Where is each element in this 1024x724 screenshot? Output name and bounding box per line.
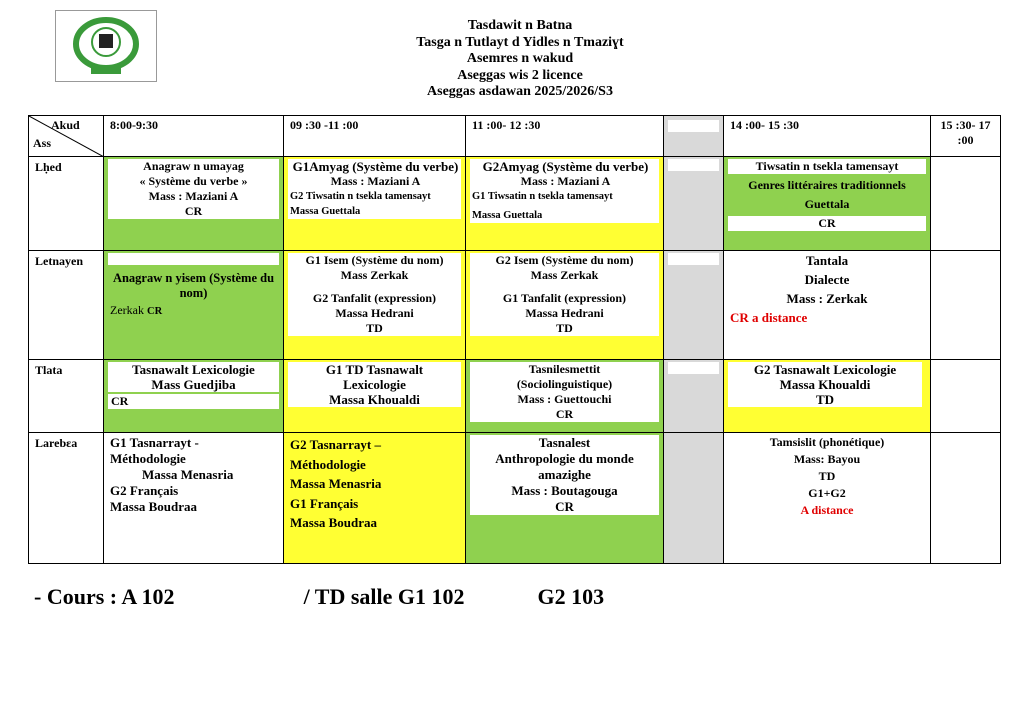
cell-tlata-1 [104,360,284,433]
course-subtitle: Anthropologie du monde amazighe [495,451,634,482]
course-subtitle: Dialecte [804,272,850,287]
course-title: G1Amyag (Système du verbe) [292,159,459,174]
course-title: Tasnawalt Lexicologie [132,362,255,377]
teacher-name-g1: Massa Boudraa [290,515,378,530]
course-title: Anagraw n yisem (Système du nom) [112,271,275,300]
corner-time-label: Akud [51,118,80,132]
time-slot-1: 8:00-9:30 [104,116,284,157]
teacher-name: Mass Zerkak [530,268,599,282]
teacher-name: Mass Zerkak [340,268,409,282]
teacher-name: Mass : Boutagouga [511,483,618,498]
teacher-name: Mass : Maziani A [520,174,611,188]
year-level: Aseggas wis 2 licence [457,67,583,83]
session-type: TD [818,469,836,483]
day-label: Tlata [29,360,104,433]
teacher-name: Mass: Bayou [793,452,861,466]
course-title: Tamsislit (phonétique) [769,435,885,449]
course-title: G2 Isem (Système du nom) [495,253,634,267]
cell-larebea-5 [724,433,931,564]
teacher-name-g2: Massa Menasria [290,476,382,491]
session-type: TD [815,392,835,407]
corner-cell [29,116,104,157]
session-type: CR [184,204,203,218]
break-header [664,116,724,157]
cell-tlata-2 [284,360,466,433]
university-emblem-icon [61,14,151,78]
session-type: CR [555,407,574,421]
session-type: CR [108,394,279,409]
teacher-name: Zerkak [110,303,144,317]
cell-tlata-6 [931,360,1001,433]
course-title: Tantala [805,253,849,268]
teacher-name-g1: Massa Hedrani [525,306,604,320]
cell-larebea-3 [466,433,664,564]
time-slot-5: 14 :00- 15 :30 [724,116,931,157]
session-type: TD [366,321,383,335]
teacher-name-g2: Massa Guettala [290,206,361,217]
time-header-row [29,116,1001,157]
break-tlata [664,360,724,433]
course-title-g1: G1 Tanfalit (expression) [502,291,627,305]
teacher-name: Mass : Guettouchi [517,392,612,406]
course-subtitle: « Système du verbe » [139,174,248,188]
course-title: G2Amyag (Système du verbe) [482,159,649,174]
session-type: CR [728,216,926,231]
course-title-g2: G2 Tanfalit (expression) [312,291,437,305]
td-room-g2: G2 103 [537,584,605,609]
group-label: G1+G2 [808,486,846,500]
cell-lhed-2 [284,157,466,251]
day-row-lhed [29,157,1001,251]
lecture-room: - Cours : A 102 [34,584,175,609]
break-lhed [664,157,724,251]
teacher-name-g2: Massa Hedrani [335,306,414,320]
course-title: Anagraw n umayag [143,159,244,173]
day-label: Lḥed [29,157,104,251]
time-slot-6: 15 :30- 17 :00 [931,116,1001,157]
timetable [28,115,1001,564]
course-title-g2: G2 Tiwsatin n tsekla tamensayt [290,191,431,202]
break-letnayen [664,251,724,360]
time-slot-3: 11 :00- 12 :30 [466,116,664,157]
session-type: TD [556,321,573,335]
teacher-name: Massa Khoualdi [329,392,420,407]
teacher-name-g1: Massa Menasria [142,467,234,482]
day-row-larebea [29,433,1001,564]
course-title-g1: G1 Français [290,495,359,511]
course-title: G1 Isem (Système du nom) [305,253,444,267]
cell-letnayen-5 [724,251,931,360]
delivery-mode: A distance [800,503,854,517]
course-subtitle: (Sociolinguistique) [516,377,613,391]
cell-letnayen-3 [466,251,664,360]
university-name: Tasdawit n Batna [467,18,573,33]
cell-lhed-3 [466,157,664,251]
course-title: Tiwsatin n tsekla tamensayt [728,159,926,174]
cell-letnayen-1 [104,251,284,360]
cell-lhed-5 [724,157,931,251]
cell-larebea-6 [931,433,1001,564]
course-subtitle: Lexicologie [343,377,406,392]
university-logo [55,10,157,82]
cell-letnayen-2 [284,251,466,360]
schedule-title: Asemres n wakud [466,51,574,66]
cell-lhed-6 [931,157,1001,251]
course-title: G2 Tasnawalt Lexicologie [753,362,897,377]
cell-tlata-3 [466,360,664,433]
course-title: G1 TD Tasnawalt [325,362,424,377]
document-header [340,18,700,101]
course-title: Tasnalest [538,435,591,450]
session-type: CR a distance [730,310,808,325]
academic-year: Aseggas asdawan 2025/2026/S3 [427,84,613,99]
teacher-name-g1: Massa Guettala [472,210,543,221]
session-type: CR [555,499,574,514]
course-title-g2: G2 Français [110,483,179,498]
teacher-name: Mass : Maziani A [148,189,239,203]
break-box [668,120,719,132]
cell-tlata-5 [724,360,931,433]
day-row-letnayen [29,251,1001,360]
td-room-g1: / TD salle G1 102 [303,584,465,609]
day-label: Larebɛa [29,433,104,564]
time-slot-2: 09 :30 -11 :00 [284,116,466,157]
cell-letnayen-6 [931,251,1001,360]
teacher-name-g2: Massa Boudraa [110,499,198,514]
course-subtitle: Méthodologie [110,451,186,466]
cell-larebea-2 [284,433,466,564]
session-type: CR [146,306,163,317]
cell-larebea-1 [104,433,284,564]
department-name: Tasga n Tutlayt d Yidles n Tmaziɣt [416,34,624,50]
teacher-name: Massa Khoualdi [779,377,871,392]
cell-lhed-1 [104,157,284,251]
course-title-g2: G2 Tasnarrayt – [290,437,382,452]
break-larebea [664,433,724,564]
teacher-name: Guettala [804,197,850,211]
teacher-name: Mass : Zerkak [786,291,868,306]
course-subtitle: Méthodologie [290,456,366,472]
course-title-g1: G1 Tasnarrayt - [110,435,199,450]
rooms-footer [34,584,604,610]
teacher-name: Mass Guedjiba [151,377,236,392]
teacher-name: Mass : Maziani A [330,174,421,188]
corner-day-label: Ass [33,136,52,150]
course-subtitle: Genres littéraires traditionnels [748,178,906,192]
day-label: Letnayen [29,251,104,360]
course-title-g1: G1 Tiwsatin n tsekla tamensayt [472,191,613,202]
course-title: Tasnilesmettit [528,362,601,376]
day-row-tlata [29,360,1001,433]
